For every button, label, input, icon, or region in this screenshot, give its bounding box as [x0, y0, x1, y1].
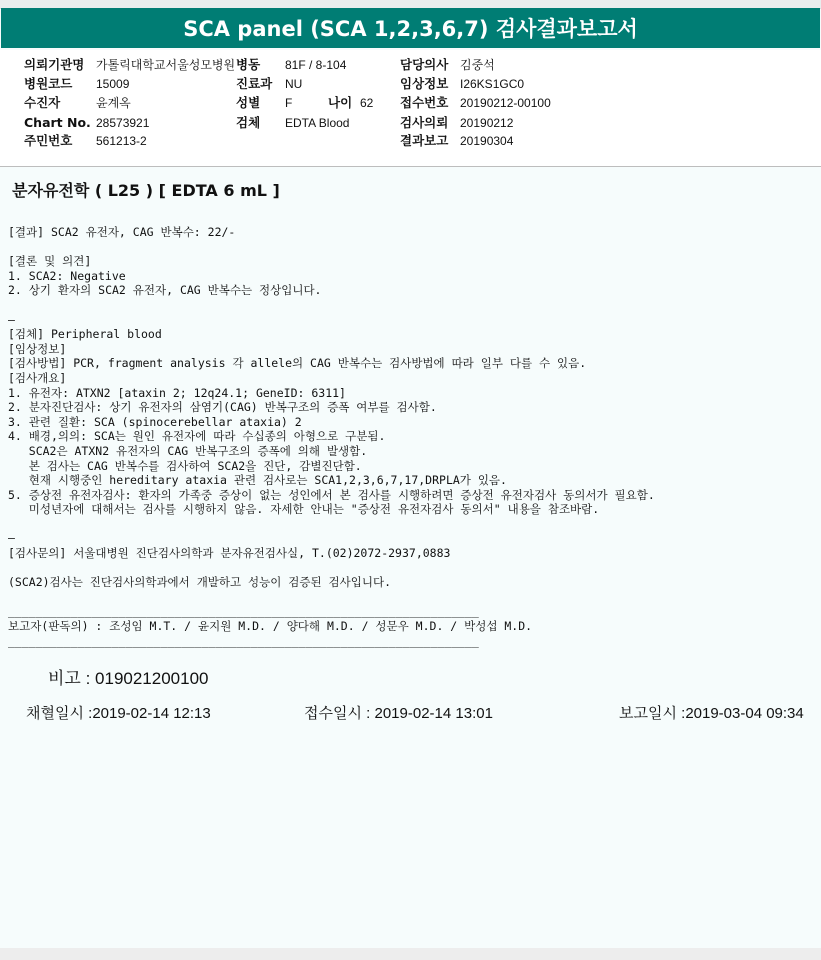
body-line: 4. 배경,의의: SCA는 원인 유전자에 따라 수십종의 아형으로 구분됨. [8, 429, 386, 444]
body-line: (SCA2)검사는 진단검사의학과에서 개발하고 성능이 검증된 검사입니다. [8, 575, 392, 590]
test-request-label: 검사의뢰 [400, 115, 449, 130]
remark-label: 비고 [48, 669, 81, 688]
body-line: 보고자(판독의) : 조성임 M.T. / 윤지원 M.D. / 양다해 M.D. / 성문우 M.D. / 박성섭 M.D. [8, 619, 533, 634]
body-line: [검사개요] [8, 370, 67, 385]
body-line [8, 590, 818, 605]
hospital-code-value: 15009 [96, 77, 130, 91]
body-line: 2. 상기 환자의 SCA2 유전자, CAG 반복수는 정상입니다. [8, 283, 322, 298]
body-line: 3. 관련 질환: SCA (spinocerebellar ataxia) 2 [8, 414, 302, 429]
section-title: 분자유전학 ( L25 ) [ EDTA 6 mL ] [12, 181, 280, 200]
report-value: 2019-03-04 09:34 [685, 705, 804, 722]
body-line: 미성년자에 대해서는 검사를 시행하지 않음. 자세한 안내는 "증상전 유전자검사 동의서" 내용을 참조바람. [8, 502, 600, 517]
info-row-1 [0, 56, 821, 74]
chart-number-value: 28573921 [96, 116, 150, 130]
age-label: 나이 [328, 95, 353, 110]
body-line: — [8, 312, 15, 327]
sex-value: F [285, 96, 293, 110]
receipt-datetime: 접수일시 : 2019-02-14 13:01 [304, 705, 493, 722]
result-report-value: 20190304 [460, 134, 514, 148]
patient-name-value: 윤계옥 [96, 96, 131, 110]
remark-value: 019021200100 [95, 669, 209, 688]
clinical-info-value: I26KS1GC0 [460, 77, 525, 91]
body-line: 1. 유전자: ATXN2 [ataxin 2; 12q24.1; GeneID: 6311] [8, 385, 346, 400]
result-report-label: 결과보고 [400, 133, 449, 148]
bottom-strip [0, 948, 821, 960]
receipt-number-label: 접수번호 [400, 95, 449, 110]
body-line: SCA2은 ATXN2 유전자의 CAG 반복구조의 증폭에 의해 발생함. [8, 443, 368, 458]
collection-value: 2019-02-14 12:13 [92, 705, 211, 722]
body-line: [검사문의] 서울대병원 진단검사의학과 분자유전검사실, T.(02)2072-2937,0883 [8, 546, 451, 561]
resident-number-value: 561213-2 [96, 134, 147, 148]
receipt-label: 접수일시 [304, 705, 362, 722]
info-row-3 [0, 94, 821, 112]
hospital-code-label: 병원코드 [24, 76, 73, 91]
body-line: [임상정보] [8, 341, 67, 356]
attending-doctor-label: 담당의사 [400, 57, 449, 72]
requesting-institution-value: 가톨릭대학교서울성모병원 [96, 58, 236, 72]
body-line [8, 561, 818, 576]
department-label: 진료과 [236, 76, 273, 91]
info-row-2 [0, 75, 821, 93]
ward-value: 81F / 8-104 [285, 58, 347, 72]
body-line [8, 240, 818, 255]
clinical-info-label: 임상정보 [400, 76, 449, 91]
report-title: SCA panel (SCA 1,2,3,6,7) 검사결과보고서 [1, 8, 820, 48]
attending-doctor-value: 김중석 [460, 58, 495, 72]
body-line: [검체] Peripheral blood [8, 327, 162, 342]
sex-label: 성별 [236, 95, 261, 110]
body-line: 현재 시행중인 hereditary ataxia 관련 검사로는 SCA1,2,3,6,7,17,DRPLA가 있음. [8, 473, 507, 488]
remark: 비고 : 019021200100 [48, 669, 209, 688]
collection-datetime: 채혈일시 :2019-02-14 12:13 [26, 705, 211, 722]
body-line [8, 517, 818, 532]
test-request-value: 20190212 [460, 116, 514, 130]
body-line: [검사방법] PCR, fragment analysis 각 allele의 CAG 반복수는 검사방법에 따라 일부 다를 수 있음. [8, 356, 587, 371]
report-label: 보고일시 [619, 705, 677, 722]
info-row-4 [0, 114, 821, 132]
chart-number-label: Chart No. [24, 115, 91, 130]
receipt-value: 2019-02-14 13:01 [374, 705, 493, 722]
body-line: 본 검사는 CAG 반복수를 검사하여 SCA2을 진단, 감별진단함. [8, 458, 362, 473]
body-line: 5. 증상전 유전자검사: 환자의 가족중 증상이 없는 성인에서 본 검사를 시행하려면 증상전 유전자검사 동의서가 필요함. [8, 487, 655, 502]
body-line: 2. 분자진단검사: 상기 유전자의 삼염기(CAG) 반복구조의 증폭 여부를 검사함. [8, 400, 437, 415]
ward-label: 병동 [236, 57, 261, 72]
patient-name-label: 수진자 [24, 95, 61, 110]
resident-number-label: 주민번호 [24, 133, 73, 148]
specimen-value: EDTA Blood [285, 116, 350, 130]
department-value: NU [285, 77, 303, 91]
body-line: — [8, 531, 15, 546]
receipt-number-value: 20190212-00100 [460, 96, 551, 110]
age-value: 62 [360, 96, 374, 110]
info-row-5 [0, 132, 821, 150]
body-line: [결과] SCA2 유전자, CAG 반복수: 22/- [8, 225, 236, 239]
body-line: 1. SCA2: Negative [8, 268, 126, 283]
patient-info-panel [0, 50, 821, 167]
body-line: ____________________________________________________________________ [8, 604, 479, 619]
body-line: ____________________________________________________________________ [8, 633, 479, 648]
collection-label: 채혈일시 [26, 705, 84, 722]
body-line: [결론 및 의견] [8, 254, 92, 269]
requesting-institution-label: 의뢰기관명 [24, 57, 85, 72]
body-line [8, 298, 818, 313]
report-datetime: 보고일시 :2019-03-04 09:34 [619, 705, 804, 722]
specimen-label: 검체 [236, 115, 261, 130]
report-body [8, 225, 818, 648]
